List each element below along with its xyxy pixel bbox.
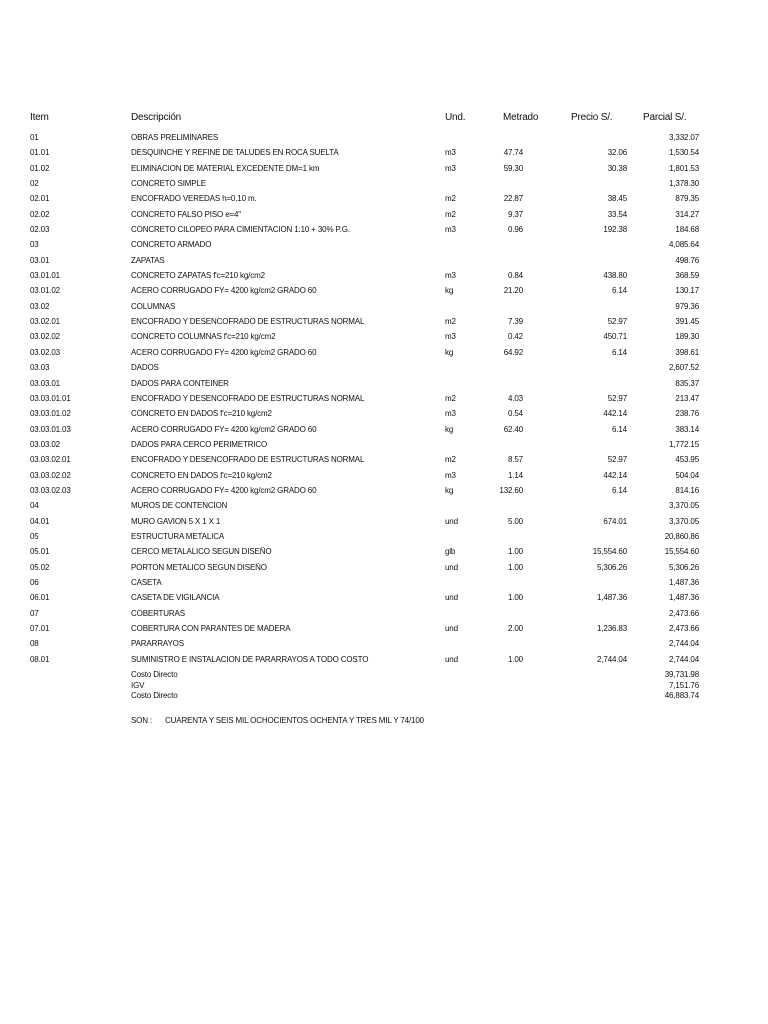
table-row: [0, 453, 768, 468]
row-precio: 2,744.04: [597, 654, 627, 664]
row-unit: und: [445, 624, 458, 633]
row-item: 08: [30, 639, 39, 649]
row-item: 03.02.02: [30, 332, 60, 342]
row-parcial: 879.35: [675, 194, 699, 204]
table-row: [0, 315, 768, 330]
row-metrado: 0.96: [508, 225, 523, 235]
row-precio: 6.14: [612, 286, 627, 296]
row-description: SUMINISTRO E INSTALACION DE PARARRAYOS A TODO COSTO: [131, 654, 369, 664]
row-unit: m2: [445, 455, 456, 465]
header-precio: Precio S/.: [571, 112, 613, 123]
row-description: PORTON METALICO SEGUN DISEÑO: [131, 562, 267, 572]
table-row: [0, 377, 768, 392]
row-item: 04.01: [30, 516, 50, 526]
table-row: [0, 423, 768, 438]
row-unit: m2: [445, 393, 456, 403]
row-description: CASETA DE VIGILANCIA: [131, 593, 220, 603]
row-precio: 32.06: [607, 148, 627, 158]
table-header: [0, 112, 768, 126]
row-parcial: 20,860.86: [664, 531, 699, 541]
row-description: CASETA: [131, 577, 162, 587]
row-unit: und: [445, 593, 458, 603]
table-row: [0, 238, 768, 253]
row-parcial: 314.27: [675, 209, 699, 219]
row-precio: 52.97: [607, 455, 627, 465]
table-row: [0, 484, 768, 499]
table-row: [0, 607, 768, 622]
row-description: COBERTURAS: [131, 608, 185, 618]
row-metrado: 9.37: [508, 209, 523, 219]
row-metrado: 132.60: [499, 485, 523, 495]
row-description: ACERO CORRUGADO FY= 4200 kg/cm2 GRADO 60: [131, 485, 317, 495]
row-item: 03.01.01: [30, 271, 60, 281]
row-metrado: 7.39: [508, 317, 523, 327]
budget-rows: [0, 131, 768, 668]
row-precio: 30.38: [607, 163, 627, 173]
total-row: [0, 691, 768, 702]
row-description: CONCRETO ZAPATAS f'c=210 kg/cm2: [131, 271, 265, 281]
row-unit: kg: [445, 485, 454, 495]
row-metrado: 21.20: [503, 286, 523, 296]
row-precio: 442.14: [603, 409, 627, 419]
row-description: CONCRETO EN DADOS f'c=210 kg/cm2: [131, 409, 272, 419]
row-unit: m3: [445, 163, 456, 173]
row-item: 07.01: [30, 624, 50, 633]
row-description: ACERO CORRUGADO FY= 4200 kg/cm2 GRADO 60: [131, 286, 317, 296]
row-parcial: 498.76: [675, 255, 699, 265]
row-unit: kg: [445, 424, 454, 434]
row-metrado: 1.00: [508, 547, 523, 557]
row-item: 06: [30, 577, 39, 587]
row-description: MUROS DE CONTENCION: [131, 501, 228, 511]
row-unit: m3: [445, 470, 456, 480]
table-row: [0, 346, 768, 361]
row-metrado: 0.42: [508, 332, 523, 342]
table-row: [0, 438, 768, 453]
row-description: CONCRETO CILOPEO PARA CIMIENTACION 1:10 + 30% P.G.: [131, 225, 350, 235]
row-parcial: 2,744.04: [669, 639, 699, 649]
row-metrado: 22.87: [503, 194, 523, 204]
row-parcial: 1,772.15: [669, 439, 699, 449]
row-parcial: 979.36: [675, 301, 699, 311]
header-item: Item: [30, 112, 49, 123]
row-item: 03.03.01: [30, 378, 60, 388]
row-parcial: 189.30: [675, 332, 699, 342]
row-precio: 438.80: [603, 271, 627, 281]
row-unit: kg: [445, 286, 454, 296]
header-parcial: Parcial S/.: [643, 112, 687, 123]
total-row: [0, 681, 768, 692]
row-unit: und: [445, 516, 458, 526]
row-item: 02.01: [30, 194, 50, 204]
table-row: [0, 223, 768, 238]
row-parcial: 1,378.30: [669, 179, 699, 189]
header-metrado: Metrado: [503, 112, 539, 123]
row-item: 05: [30, 531, 39, 541]
row-description: ENCOFRADO Y DESENCOFRADO DE ESTRUCTURAS NORMAL: [131, 317, 365, 327]
son-label: SON :: [131, 716, 153, 725]
table-row: [0, 622, 768, 637]
table-row: [0, 269, 768, 284]
totals-block: [0, 670, 768, 702]
row-metrado: 47.74: [503, 148, 523, 158]
table-row: [0, 361, 768, 376]
row-precio: 6.14: [612, 485, 627, 495]
row-parcial: 383.14: [675, 424, 699, 434]
row-precio: 192.38: [603, 225, 627, 235]
row-parcial: 2,473.66: [669, 624, 699, 633]
row-item: 05.01: [30, 547, 50, 557]
row-metrado: 4.03: [508, 393, 523, 403]
header-unit: Und.: [445, 112, 466, 123]
row-description: DADOS PARA CERCO PERIMETRICO: [131, 439, 268, 449]
row-parcial: 814.16: [675, 485, 699, 495]
row-unit: kg: [445, 347, 454, 357]
row-item: 05.02: [30, 562, 50, 572]
row-description: ACERO CORRUGADO FY= 4200 kg/cm2 GRADO 60: [131, 347, 317, 357]
row-parcial: 504.04: [675, 470, 699, 480]
row-item: 03.02.03: [30, 347, 60, 357]
row-description: COLUMNAS: [131, 301, 176, 311]
header-description: Descripción: [131, 112, 182, 123]
row-precio: 1,487.36: [597, 593, 627, 603]
row-precio: 33.54: [607, 209, 627, 219]
row-metrado: 59.30: [503, 163, 523, 173]
row-description: ENCOFRADO Y DESENCOFRADO DE ESTRUCTURAS NORMAL: [131, 455, 365, 465]
row-unit: und: [445, 562, 458, 572]
row-item: 03.03.02.03: [30, 485, 71, 495]
table-row: [0, 284, 768, 299]
table-row: [0, 177, 768, 192]
row-metrado: 62.40: [503, 424, 523, 434]
row-item: 04: [30, 501, 39, 511]
row-precio: 6.14: [612, 347, 627, 357]
row-item: 03.03.02.02: [30, 470, 71, 480]
row-item: 03: [30, 240, 39, 250]
row-metrado: 1.14: [508, 470, 523, 480]
row-description: DADOS: [131, 363, 159, 373]
table-row: [0, 576, 768, 591]
row-precio: 450.71: [603, 332, 627, 342]
row-parcial: 1,487.36: [669, 593, 699, 603]
row-parcial: 2,473.66: [669, 608, 699, 618]
row-description: CONCRETO COLUMNAS f'c=210 kg/cm2: [131, 332, 276, 342]
row-item: 03.03.01.01: [30, 393, 71, 403]
row-item: 03.03.02.01: [30, 455, 71, 465]
row-item: 01: [30, 133, 39, 142]
row-description: ELIMINACION DE MATERIAL EXCEDENTE DM=1 km: [131, 163, 320, 173]
table-row: [0, 162, 768, 177]
row-unit: m2: [445, 194, 456, 204]
row-parcial: 1,487.36: [669, 577, 699, 587]
row-unit: m3: [445, 148, 456, 158]
row-item: 08.01: [30, 654, 50, 664]
row-parcial: 1,801.53: [669, 163, 699, 173]
row-parcial: 184.68: [675, 225, 699, 235]
row-description: ENCOFRADO VEREDAS h=0.10 m.: [131, 194, 257, 204]
row-item: 03.03: [30, 363, 50, 373]
row-item: 03.02.01: [30, 317, 60, 327]
row-parcial: 4,085.64: [669, 240, 699, 250]
row-unit: m3: [445, 225, 456, 235]
row-unit: m2: [445, 317, 456, 327]
row-description: ESTRUCTURA METALICA: [131, 531, 225, 541]
row-parcial: 2,607.52: [669, 363, 699, 373]
row-parcial: 130.17: [675, 286, 699, 296]
row-description: CONCRETO ARMADO: [131, 240, 212, 250]
row-item: 02.02: [30, 209, 50, 219]
row-precio: 38.45: [607, 194, 627, 204]
row-parcial: 398.61: [675, 347, 699, 357]
row-item: 03.01.02: [30, 286, 60, 296]
row-item: 03.02: [30, 301, 50, 311]
row-metrado: 1.00: [508, 562, 523, 572]
row-unit: m3: [445, 332, 456, 342]
row-parcial: 3,332.07: [669, 133, 699, 142]
row-precio: 5,306.26: [597, 562, 627, 572]
total-label: Costo Directo: [131, 691, 178, 700]
table-row: [0, 300, 768, 315]
row-description: ACERO CORRUGADO FY= 4200 kg/cm2 GRADO 60: [131, 424, 317, 434]
table-row: [0, 146, 768, 161]
row-parcial: 2,744.04: [669, 654, 699, 664]
row-parcial: 368.59: [675, 271, 699, 281]
row-precio: 15,554.60: [592, 547, 627, 557]
row-item: 03.03.01.03: [30, 424, 71, 434]
row-description: PARARRAYOS: [131, 639, 184, 649]
row-unit: m2: [445, 209, 456, 219]
row-item: 02: [30, 179, 39, 189]
total-label: IGV: [131, 680, 145, 690]
table-row: [0, 469, 768, 484]
row-precio: 674.01: [603, 516, 627, 526]
row-parcial: 5,306.26: [669, 562, 699, 572]
row-parcial: 1,530.54: [669, 148, 699, 158]
table-row: [0, 637, 768, 652]
row-item: 02.03: [30, 225, 50, 235]
total-value: 7,151.76: [669, 680, 699, 690]
row-description: OBRAS PRELIMINARES: [131, 133, 219, 142]
table-row: [0, 192, 768, 207]
table-row: [0, 545, 768, 560]
total-label: Costo Directo: [131, 670, 178, 679]
row-description: CONCRETO SIMPLE: [131, 179, 206, 189]
row-metrado: 64.92: [503, 347, 523, 357]
row-metrado: 5.00: [508, 516, 523, 526]
row-metrado: 8.57: [508, 455, 523, 465]
son-text: CUARENTA Y SEIS MIL OCHOCIENTOS OCHENTA Y TRES MIL Y 74/100: [165, 716, 424, 725]
row-parcial: 835.37: [675, 378, 699, 388]
row-metrado: 0.84: [508, 271, 523, 281]
row-parcial: 391.45: [675, 317, 699, 327]
table-row: [0, 561, 768, 576]
row-parcial: 453.95: [675, 455, 699, 465]
row-metrado: 1.00: [508, 593, 523, 603]
row-item: 06.01: [30, 593, 50, 603]
row-description: DESQUINCHE Y REFINE DE TALUDES EN ROCA SUELTA: [131, 148, 339, 158]
row-description: CONCRETO FALSO PISO e=4": [131, 209, 242, 219]
row-unit: und: [445, 654, 458, 664]
row-parcial: 238.76: [675, 409, 699, 419]
row-item: 07: [30, 608, 39, 618]
total-value: 46,883.74: [664, 691, 699, 700]
row-parcial: 3,370.05: [669, 501, 699, 511]
table-row: [0, 330, 768, 345]
row-parcial: 15,554.60: [664, 547, 699, 557]
table-row: [0, 515, 768, 530]
row-precio: 6.14: [612, 424, 627, 434]
table-row: [0, 208, 768, 223]
row-unit: m3: [445, 271, 456, 281]
row-description: DADOS PARA CONTEINER: [131, 378, 229, 388]
row-precio: 1,236.83: [597, 624, 627, 633]
row-description: ZAPATAS: [131, 255, 165, 265]
row-item: 03.03.02: [30, 439, 60, 449]
row-item: 01.02: [30, 163, 50, 173]
row-description: MURO GAVION 5 X 1 X 1: [131, 516, 221, 526]
row-unit: m3: [445, 409, 456, 419]
row-description: CONCRETO EN DADOS f'c=210 kg/cm2: [131, 470, 272, 480]
row-item: 03.01: [30, 255, 50, 265]
row-description: ENCOFRADO Y DESENCOFRADO DE ESTRUCTURAS NORMAL: [131, 393, 365, 403]
table-row: [0, 131, 768, 146]
table-row: [0, 407, 768, 422]
row-item: 03.03.01.02: [30, 409, 71, 419]
table-row: [0, 591, 768, 606]
row-description: COBERTURA CON PARANTES DE MADERA: [131, 624, 291, 633]
row-precio: 52.97: [607, 393, 627, 403]
row-metrado: 0.54: [508, 409, 523, 419]
table-row: [0, 653, 768, 668]
row-precio: 442.14: [603, 470, 627, 480]
row-metrado: 1.00: [508, 654, 523, 664]
row-parcial: 213.47: [675, 393, 699, 403]
total-value: 39,731.98: [664, 670, 699, 679]
row-precio: 52.97: [607, 317, 627, 327]
total-row: [0, 670, 768, 681]
row-item: 01.01: [30, 148, 50, 158]
row-metrado: 2.00: [508, 624, 523, 633]
table-row: [0, 392, 768, 407]
table-row: [0, 499, 768, 514]
row-unit: glb: [445, 547, 456, 557]
table-row: [0, 254, 768, 269]
row-description: CERCO METALALICO SEGUN DISEÑO: [131, 547, 272, 557]
row-parcial: 3,370.05: [669, 516, 699, 526]
table-row: [0, 530, 768, 545]
